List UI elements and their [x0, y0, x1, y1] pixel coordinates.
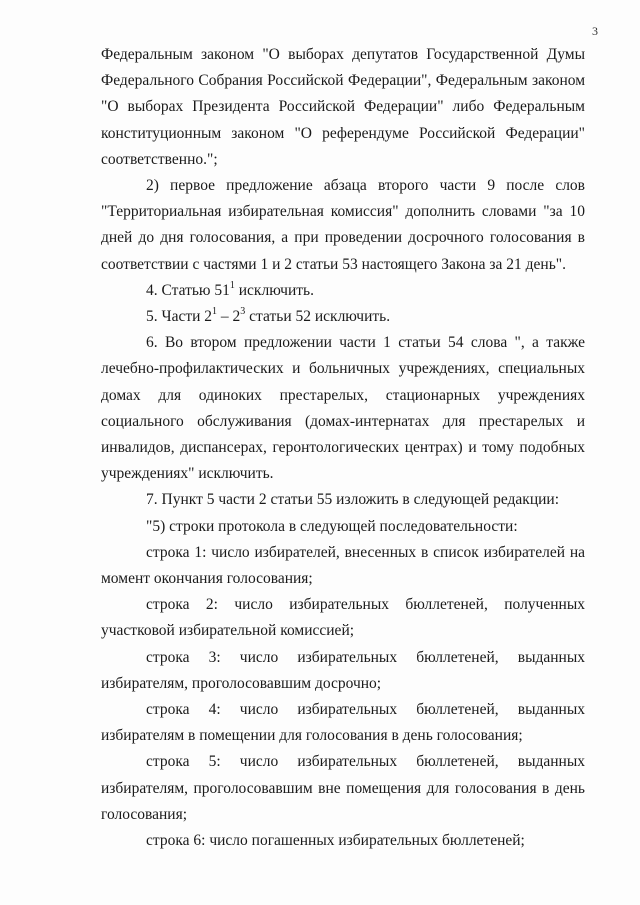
paragraph-protocol-intro: "5) строки протокола в следующей последовательности:	[146, 517, 518, 535]
paragraph-item-7: 7. Пункт 5 части 2 статьи 55 изложить в следующей редакции:	[146, 491, 560, 509]
paragraph-continuation: Федеральным законом "О выборах депутатов Государственной Думы Федерального Собрания Российской Федерации", Федеральным законом "О выборах Президента Российской Федерации" либо Федеральным конституционным законом "О референдуме Российской Федерации" соответственно.";	[101, 46, 585, 168]
paragraph-item-4: 4. Статью $51^1$ исключить.	[146, 279, 314, 299]
paragraph-item-6: 6. Во втором предложении части 1 статьи 54 слова ", а также лечебно-профилактических и больничных учреждениях, специальных домах для одиноких престарелых, стационарных учреждениях социального обслуживания (домах-интернатах для престарелых и инвалидов, диспансерах, геронтологических центрах) и тому подобных учреждениях" исключить.	[101, 334, 585, 483]
paragraph-line-2: строка 2: число избирательных бюллетеней, полученных участковой избирательной комиссией;	[101, 596, 585, 640]
paragraph-line-4: строка 4: число избирательных бюллетеней, выданных избирателям в помещении для голосования в день голосования;	[101, 701, 585, 745]
document-body	[101, 42, 585, 854]
paragraph-item-5: 5. Части $2^1 - 2^3$ статьи 52 исключить.	[146, 305, 391, 326]
paragraph-line-5: строка 5: число избирательных бюллетеней, выданных избирателям, проголосовавшим вне помещения для голосования в день голосования;	[101, 753, 585, 823]
paragraph-line-6: строка 6: число погашенных избирательных бюллетеней;	[146, 832, 525, 850]
page-number: 3	[592, 24, 598, 38]
paragraph-line-1: строка 1: число избирателей, внесенных в список избирателей на момент окончания голосования;	[101, 543, 585, 588]
paragraph-line-3: строка 3: число избирательных бюллетеней, выданных избирателям, проголосовавшим досрочно;	[101, 648, 585, 692]
paragraph-item-2: 2) первое предложение абзаца второго части 9 после слов "Территориальная избирательная комиссия" дополнить словами "за 10 дней до дня голосования, а при проведении досрочного голосования в соответствии с частями 1 и 2 статьи 53 настоящего Закона за 21 день".	[101, 177, 585, 273]
